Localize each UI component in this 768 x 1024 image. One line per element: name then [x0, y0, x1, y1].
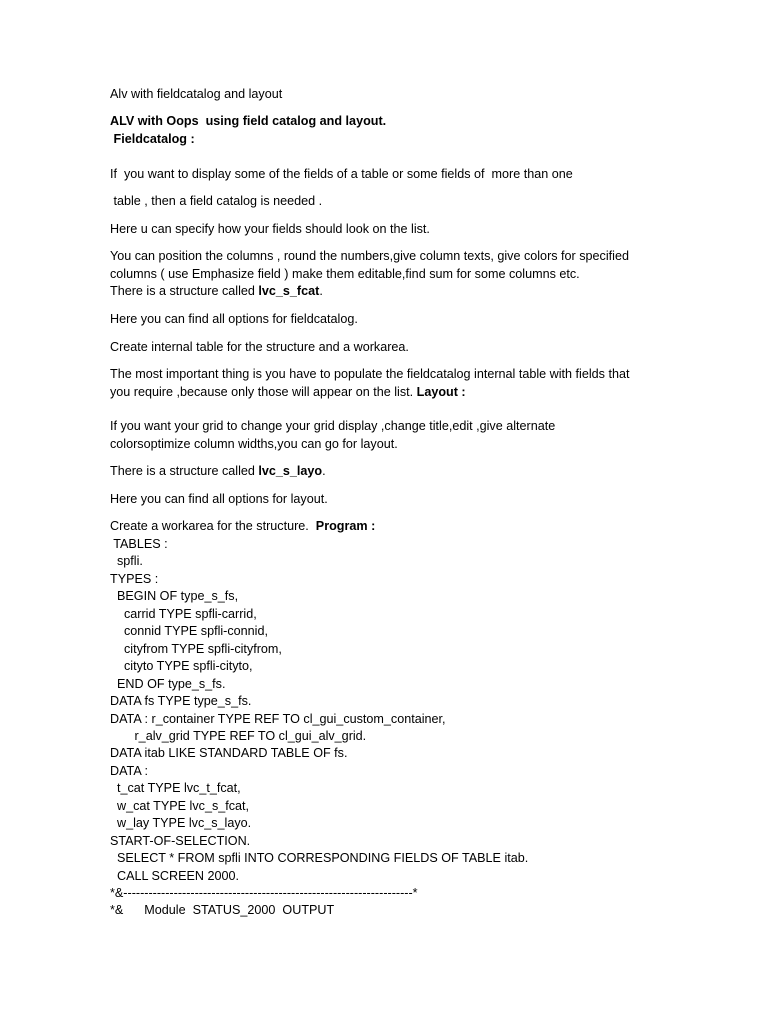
- workarea-text: Create a workarea for the structure.: [110, 519, 316, 533]
- layo-structure-prefix: There is a structure called: [110, 464, 259, 478]
- code-line: spfli.: [110, 554, 143, 569]
- paragraph-field-appearance: Here u can specify how your fields should look on the list.: [110, 222, 430, 236]
- code-line: w_cat TYPE lvc_s_fcat,: [110, 798, 250, 813]
- code-line: carrid TYPE spfli-carrid,: [110, 606, 257, 621]
- layo-structure-suffix: .: [322, 464, 326, 478]
- document-title: Alv with fieldcatalog and layout: [110, 87, 283, 101]
- program-heading: Program :: [315, 519, 376, 533]
- paragraph-field-options-line2: columns ( use Emphasize field ) make them editable,find sum for some columns etc.: [110, 267, 580, 281]
- paragraph-important-line2: [110, 384, 466, 402]
- layo-structure-name: lvc_s_layo: [258, 464, 323, 478]
- code-line: cityfrom TYPE spfli-cityfrom,: [110, 641, 282, 656]
- code-line: DATA itab LIKE STANDARD TABLE OF fs.: [110, 746, 348, 761]
- paragraph-fcat-structure: [110, 283, 323, 301]
- fcat-structure-prefix: There is a structure called: [110, 284, 259, 298]
- code-line: *&---------------------------------------------------------------------*: [110, 886, 418, 900]
- code-line: TYPES :: [110, 571, 159, 586]
- code-line: START-OF-SELECTION.: [110, 833, 251, 848]
- fieldcatalog-heading: Fieldcatalog :: [110, 132, 195, 146]
- code-line: BEGIN OF type_s_fs,: [110, 589, 239, 604]
- code-line: DATA fs TYPE type_s_fs.: [110, 694, 252, 709]
- code-line: TABLES :: [110, 537, 168, 551]
- paragraph-layout-intro-line2: colorsoptimize column widths,you can go for layout.: [110, 437, 398, 451]
- code-line: r_alv_grid TYPE REF TO cl_gui_alv_grid.: [110, 728, 367, 743]
- paragraph-layo-structure: [110, 463, 326, 481]
- paragraph-layout-options: Here you can find all options for layout.: [110, 492, 328, 506]
- paragraph-layout-intro-line1: If you want your grid to change your grid display ,change title,edit ,give alternate: [110, 419, 556, 433]
- paragraph-important-line1: The most important thing is you have to populate the fieldcatalog internal table with fields that: [110, 367, 630, 381]
- code-line: DATA : r_container TYPE REF TO cl_gui_custom_container,: [110, 711, 446, 726]
- code-line: END OF type_s_fs.: [110, 676, 226, 691]
- paragraph-field-options-line1: You can position the columns , round the numbers,give column texts, give colors for specified: [110, 249, 629, 263]
- paragraph-fieldcatalog-intro-line1: If you want to display some of the fields of a table or some fields of more than one: [110, 167, 573, 181]
- code-line: SELECT * FROM spfli INTO CORRESPONDING FIELDS OF TABLE itab.: [110, 851, 529, 866]
- fcat-structure-name: lvc_s_fcat: [258, 284, 320, 298]
- code-line: t_cat TYPE lvc_t_fcat,: [110, 781, 241, 796]
- paragraph-internal-table: Create internal table for the structure and a workarea.: [110, 340, 409, 354]
- paragraph-fieldcatalog-intro-line2: table , then a field catalog is needed .: [110, 194, 323, 208]
- code-line: w_lay TYPE lvc_s_layo.: [110, 816, 252, 831]
- code-line: DATA :: [110, 763, 149, 778]
- code-line: *& Module STATUS_2000 OUTPUT: [110, 903, 335, 918]
- fcat-structure-suffix: .: [319, 284, 323, 298]
- code-line: cityto TYPE spfli-cityto,: [110, 659, 253, 674]
- layout-heading: Layout :: [416, 385, 466, 399]
- code-line: CALL SCREEN 2000.: [110, 868, 240, 883]
- paragraph-fieldcatalog-options: Here you can find all options for fieldcatalog.: [110, 312, 358, 326]
- paragraph-workarea: [110, 518, 375, 536]
- main-heading: ALV with Oops using field catalog and layout.: [110, 114, 387, 128]
- important-line2-text: you require ,because only those will appear on the list.: [110, 385, 417, 399]
- code-line: connid TYPE spfli-connid,: [110, 624, 268, 639]
